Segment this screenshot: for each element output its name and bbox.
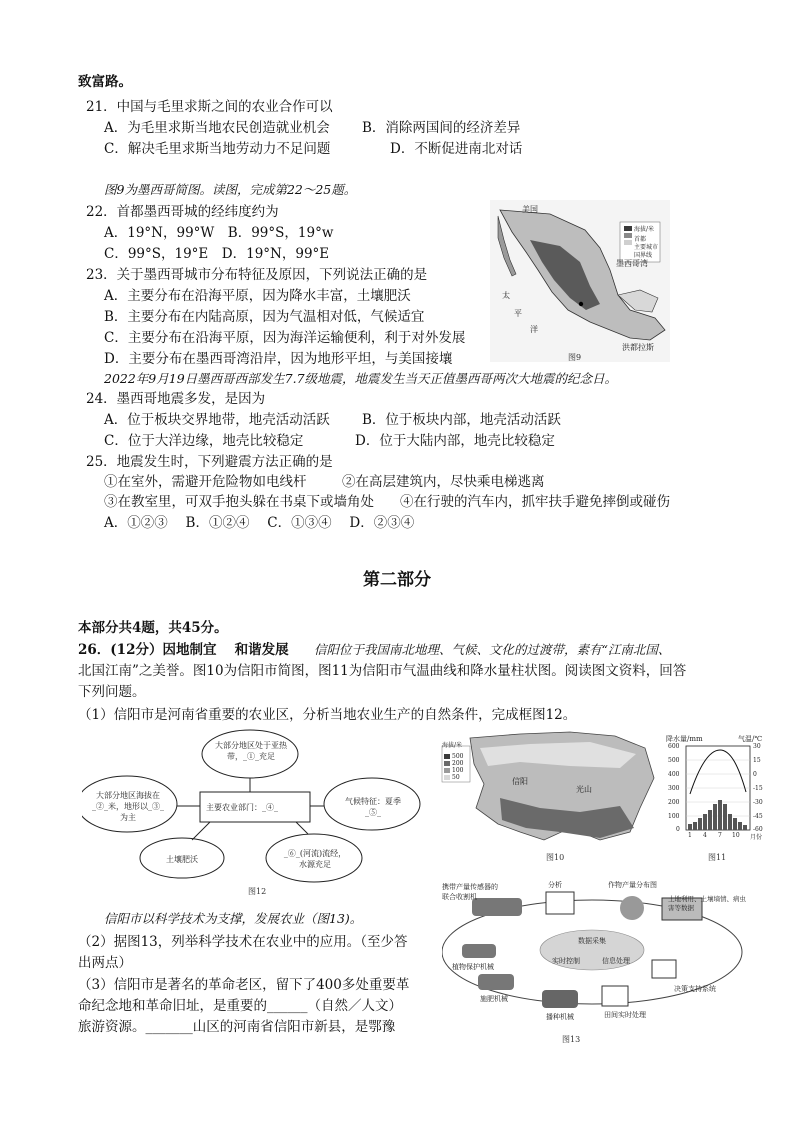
tick-x: 4 bbox=[703, 832, 707, 839]
figure-13-diagram bbox=[442, 878, 754, 1036]
question-23: 23．关于墨西哥城市分布特征及原因，下列说法正确的是 bbox=[86, 267, 428, 283]
tech-note: 信阳市以科学技术为支撑，发展农业（图13)。 bbox=[104, 911, 363, 926]
map-label: 光山 bbox=[576, 785, 592, 794]
option-23a: A．主要分布在沿海平原，因为降水丰富，土壤肥沃 bbox=[104, 288, 411, 304]
option-21d: D．不断促进南北对话 bbox=[390, 141, 523, 157]
agri-label: 田间实时处理 bbox=[604, 1011, 646, 1019]
agri-label: 土地利用、土壤墒情、病虫害等数据 bbox=[668, 895, 746, 912]
option-23c: C．主要分布在沿海平原，因为海洋运输便利，利于对外发展 bbox=[104, 330, 466, 346]
tick-right: -60 bbox=[753, 826, 763, 833]
question-21: 21．中国与毛里求斯之间的农业合作可以 bbox=[86, 99, 333, 115]
agri-label: 携带产量传感器的联合收割机 bbox=[442, 883, 498, 901]
statement-1: ①在室外，需避开危险物如电线杆 bbox=[104, 474, 307, 490]
tick-right: -30 bbox=[753, 799, 763, 806]
map-label: 墨西哥湾 bbox=[616, 259, 648, 268]
option-25: A．①②③ B．①②④ C．①③④ D．②③④ bbox=[104, 515, 415, 531]
figure-11-caption: 图11 bbox=[708, 853, 727, 862]
tick-x: 1 bbox=[688, 832, 692, 839]
tick-left: 300 bbox=[668, 785, 680, 792]
agri-label: 施肥机械 bbox=[480, 995, 508, 1003]
tick-right: 15 bbox=[753, 757, 761, 764]
section-title: 第二部分 bbox=[363, 570, 431, 590]
xinyang-map-graphic bbox=[440, 728, 662, 846]
question-26-body1: 信阳位于我国南北地理、气候、文化的过渡带，素有“江南北国、 bbox=[314, 642, 671, 657]
diagram-node-left: 大部分地区海拔在_②_米，地形以_③_为主 bbox=[92, 791, 164, 822]
option-24d: D．位于大陆内部，地壳比较稳定 bbox=[355, 433, 555, 449]
option-24b: B．位于板块内部，地壳活动活跃 bbox=[362, 412, 561, 428]
agri-label: 植物保护机械 bbox=[452, 963, 494, 971]
figure-10-map bbox=[440, 728, 662, 846]
question-26-body3: 下列问题。 bbox=[78, 684, 146, 700]
option-21b: B．消除两国间的经济差异 bbox=[362, 120, 521, 136]
agri-label: 作物产量分布图 bbox=[608, 881, 657, 889]
map-label: 美国 bbox=[522, 205, 538, 214]
option-21a: A．为毛里求斯当地农民创造就业机会 bbox=[104, 120, 330, 136]
diagram-node-right: 气候特征：夏季_⑤_ bbox=[345, 797, 401, 817]
option-21c: C．解决毛里求斯当地劳动力不足问题 bbox=[104, 141, 331, 157]
question-25: 25．地震发生时，下列避震方法正确的是 bbox=[86, 454, 333, 470]
figure-12-caption: 图12 bbox=[248, 887, 267, 896]
figure-13-caption: 图13 bbox=[562, 1035, 581, 1044]
map-label: 洪都拉斯 bbox=[622, 343, 654, 352]
agri-label: 数据采集 bbox=[578, 937, 606, 945]
question-26-head: 26．(12分）因地制宜 和谐发展 bbox=[78, 642, 289, 658]
option-24c: C．位于大洋边缘，地壳比较稳定 bbox=[104, 433, 304, 449]
figure-9-map bbox=[490, 200, 670, 362]
question-24: 24．墨西哥地震多发，是因为 bbox=[86, 391, 266, 407]
question-26-2b: 出两点） bbox=[78, 955, 132, 971]
question-26-2a: （2）据图13，列举科学技术在农业中的应用。（至少答 bbox=[78, 934, 408, 950]
intro-22-25: 图9为墨西哥简图。读图，完成第22～25题。 bbox=[104, 182, 357, 197]
quake-note: 2022年9月19日墨西哥西部发生7.7级地震，地震发生当天正值墨西哥两次大地震的纪念日。 bbox=[104, 371, 618, 386]
option-23d: D．主要分布在墨西哥湾沿岸，因为地形平坦，与美国接壤 bbox=[104, 351, 453, 367]
map-legend: 100 bbox=[452, 767, 464, 774]
text-line: 致富路。 bbox=[78, 74, 132, 90]
tick-left: 200 bbox=[668, 799, 680, 806]
map-legend: 海拔/米 bbox=[634, 226, 655, 233]
tick-x: 7 bbox=[718, 832, 722, 839]
map-legend: 500 bbox=[452, 753, 464, 760]
question-22: 22．首都墨西哥城的经纬度约为 bbox=[86, 204, 279, 220]
x-unit: 月份 bbox=[750, 834, 763, 841]
map-legend: 主要城市 bbox=[634, 244, 659, 251]
tick-x: 10 bbox=[732, 832, 740, 839]
map-legend: 50 bbox=[452, 774, 460, 781]
option-23b: B．主要分布在内陆高原，因为气温相对低，气候适宜 bbox=[104, 309, 425, 325]
diagram-node-bottom-right: _⑥_(河流)流经，水源充足 bbox=[283, 849, 347, 869]
agri-label: 实时控制 bbox=[552, 957, 580, 965]
map-legend: 国界线 bbox=[634, 252, 653, 259]
tick-right: -45 bbox=[753, 813, 763, 820]
map-label: 洋 bbox=[530, 325, 538, 334]
option-24a: A．位于板块交界地带，地壳活动活跃 bbox=[104, 412, 330, 428]
chart-ylabel-left: 降水量/mm bbox=[666, 735, 703, 743]
map-label: 平 bbox=[514, 309, 522, 318]
question-26-1: （1）信阳市是河南省重要的农业区，分析当地农业生产的自然条件，完成框图12。 bbox=[78, 707, 577, 723]
statement-2: ②在高层建筑内，尽快乘电梯逃离 bbox=[342, 474, 545, 490]
tick-left: 0 bbox=[676, 826, 680, 833]
question-26-3a: （3）信阳市是著名的革命老区，留下了400多处重要革 bbox=[78, 977, 410, 993]
part-note: 本部分共4题，共45分。 bbox=[78, 620, 228, 636]
statement-4: ④在行驶的汽车内，抓牢扶手避免摔倒或碰伤 bbox=[400, 494, 670, 510]
option-22cd: C．99°S，19°E D．19°N，99°E bbox=[104, 246, 330, 262]
figure-9-caption: 图9 bbox=[568, 353, 582, 362]
question-26-body2: 北国江南”之美誉。图10为信阳市简图，图11为信阳市气温曲线和降水量柱状图。阅读图文资料，回答 bbox=[78, 663, 687, 679]
figure-10-caption: 图10 bbox=[546, 853, 565, 862]
tick-left: 400 bbox=[668, 771, 680, 778]
map-label: 太 bbox=[502, 291, 510, 300]
figure-12-diagram bbox=[82, 728, 422, 898]
agri-label: 决策支持系统 bbox=[674, 985, 716, 993]
diagram-node-top: 大部分地区处于亚热带，_①_充足 bbox=[215, 741, 287, 761]
tick-right: -15 bbox=[753, 785, 763, 792]
tick-right: 0 bbox=[753, 771, 757, 778]
statement-3: ③在教室里，可双手抱头躲在书桌下或墙角处 bbox=[104, 494, 374, 510]
tick-left: 500 bbox=[668, 757, 680, 764]
map-legend: 200 bbox=[452, 760, 464, 767]
diagram-node-bottom-left: 土壤肥沃 bbox=[166, 855, 198, 864]
agri-label: 播种机械 bbox=[546, 1013, 574, 1021]
tick-left: 100 bbox=[668, 813, 680, 820]
map-label: 信阳 bbox=[512, 777, 528, 786]
agri-label: 分析 bbox=[548, 881, 562, 889]
map-legend-title: 海拔/米 bbox=[442, 742, 463, 749]
map-legend: 首都 bbox=[634, 236, 647, 243]
figure-11-chart bbox=[666, 734, 776, 846]
question-26-3b: 命纪念地和革命旧址，是重要的______（自然／人文） bbox=[78, 998, 402, 1014]
tick-right: 30 bbox=[753, 743, 761, 750]
agri-label: 信息处理 bbox=[602, 957, 630, 965]
tick-left: 600 bbox=[668, 743, 680, 750]
option-22ab: A．19°N，99°W B．99°S，19°w bbox=[104, 225, 334, 241]
diagram-node-center: 主要农业部门：_④_ bbox=[206, 803, 278, 812]
chart-ylabel-right: 气温/℃ bbox=[738, 735, 763, 743]
question-26-3c: 旅游资源。_______山区的河南省信阳市新县，是鄂豫 bbox=[78, 1019, 396, 1035]
